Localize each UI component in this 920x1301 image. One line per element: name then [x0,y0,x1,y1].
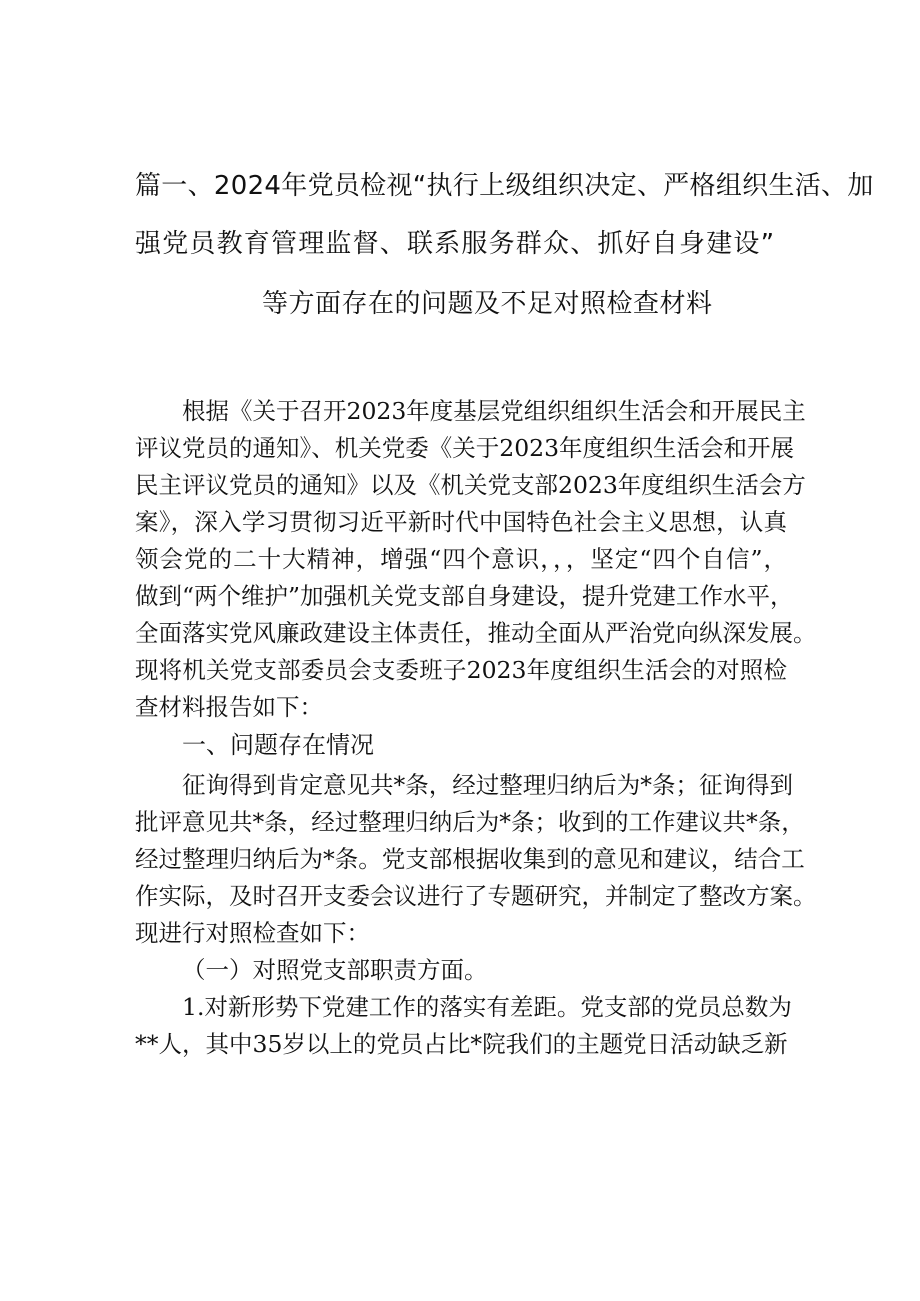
intro-paragraph-line: 案》，深入学习贯彻习近平新时代中国特色社会主义思想，认真 [135,508,787,536]
section-paragraph-line: 征询得到肯定意见共*条，经过整理归纳后为*条；征询得到 [182,771,793,799]
section-paragraph-line: 现进行对照检查如下： [135,919,370,947]
intro-paragraph-line: 现将机关党支部委员会支委班子2023年度组织生活会的对照检 [135,656,787,684]
section-heading: 一、问题存在情况 [182,731,374,759]
item-paragraph-line: **人，其中35岁以上的党员占比*院我们的主题党日活动缺乏新 [135,1030,788,1058]
document-title-line-1: 篇一、2024年党员检视“执行上级组织决定、严格组织生活、加 [135,171,874,201]
document-title-line-3: 等方面存在的问题及不足对照检查材料 [262,289,713,319]
intro-paragraph-line: 根据《关于召开2023年度基层党组织组织生活会和开展民主 [182,397,806,425]
intro-paragraph-line: 评议党员的通知》、机关党委《关于2023年度组织生活会和开展 [135,434,795,462]
intro-paragraph-line: 领会党的二十大精神，增强“四个意识，，，坚定“四个自信”， [135,545,787,573]
intro-paragraph-line: 做到“两个维护”加强机关党支部自身建设，提升党建工作水平， [135,582,794,610]
item-paragraph-line: 1.对新形势下党建工作的落实有差距。党支部的党员总数为 [182,993,792,1021]
section-paragraph-line: 批评意见共*条，经过整理归纳后为*条；收到的工作建议共*条， [135,808,805,836]
intro-paragraph-line: 查材料报告如下： [135,693,323,721]
subsection-heading: （一）对照党支部职责方面。 [182,956,488,984]
intro-paragraph-line: 全面落实党风廉政建设主体责任，推动全面从严治党向纵深发展。 [135,619,817,647]
section-paragraph-line: 作实际，及时召开支委会议进行了专题研究，并制定了整改方案。 [135,882,817,910]
section-paragraph-line: 经过整理归纳后为*条。党支部根据收集到的意见和建议，结合工 [135,845,805,873]
document-title-line-2: 强党员教育管理监督、联系服务群众、抓好自身建设” [135,229,776,259]
intro-paragraph-line: 民主评议党员的通知》以及《机关党支部2023年度组织生活会方 [135,471,806,499]
